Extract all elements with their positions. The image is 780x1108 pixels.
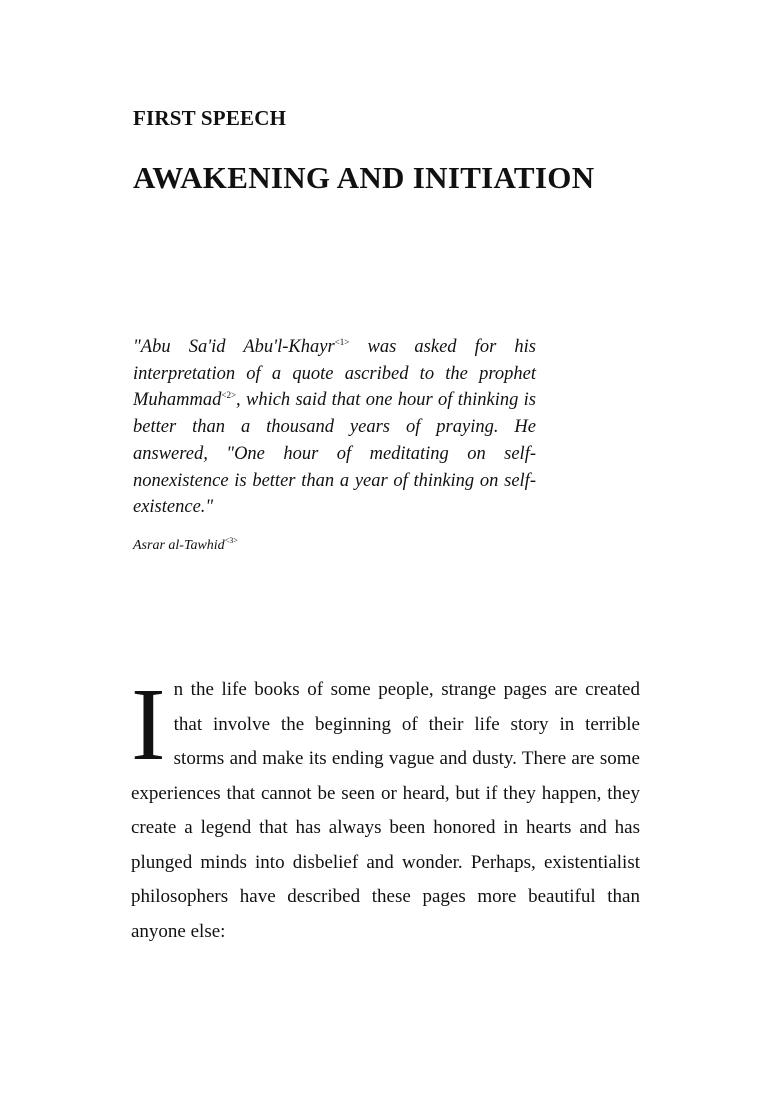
body-paragraph	[131, 667, 640, 949]
body-paragraph-text: n the life books of some people, strange pages are created that involve the beginning of their life story in terrible storms and make its ending vague and dusty. There are some experiences that cannot be seen or heard, but if they happen, they create a legend that has always been honored in hearts and has plunged minds into disbelief and wonder. Perhaps, existentialist philosophers have described these pages more beautiful than anyone else:	[131, 679, 640, 942]
footnote-ref-2: <2>	[221, 390, 237, 401]
epigraph-text-2: was asked for his interpretation of a quote ascribed to the prophet Muhammad	[133, 337, 537, 411]
footnote-ref-1: <1>	[334, 337, 350, 347]
footnote-ref-3: <3>	[224, 536, 238, 545]
chapter-title: AWAKENING AND INITIATION	[133, 160, 595, 195]
epigraph-source	[133, 538, 238, 554]
speech-label: FIRST SPEECH	[133, 106, 287, 130]
epigraph-source-title: Asrar al-Tawhid	[133, 538, 225, 553]
drop-cap: I	[131, 667, 166, 782]
epigraph-text-1: "Abu Sa'id Abu'l-Khayr	[133, 337, 335, 357]
epigraph-text-3: , which said that one hour of thinking is better than a thousand years of praying. He answered, "One hour of meditating on self-nonexistence is better than a year of thinking on self-existence."	[133, 390, 536, 518]
epigraph-quote	[133, 334, 536, 521]
